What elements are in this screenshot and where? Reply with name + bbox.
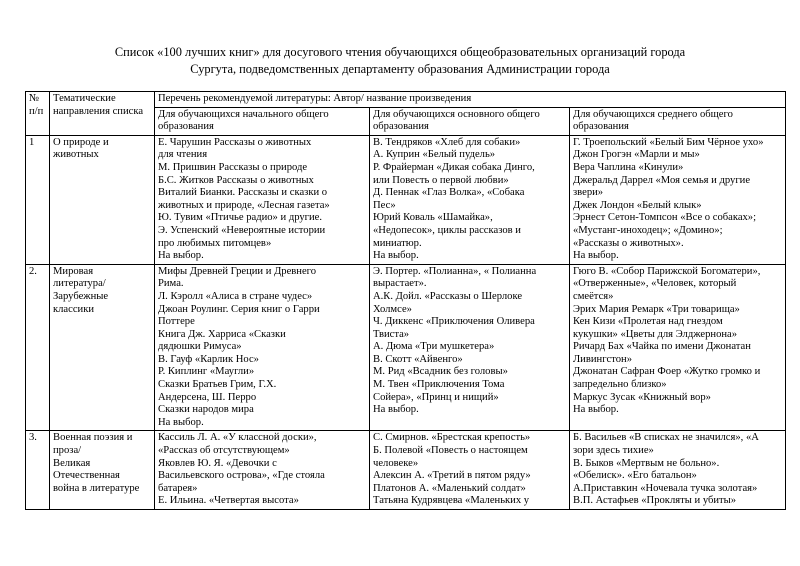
cell-line: Э. Успенский «Невероятные истории — [158, 224, 326, 236]
cell-line: Военная поэзия и — [53, 432, 133, 444]
cell-line: Л. Кэролл «Алиса в стране чудес» — [158, 290, 313, 302]
cell-line: На выбор. — [158, 250, 204, 262]
cell-line: Вера Чаплина «Кинули» — [573, 161, 684, 173]
row-primary-books — [155, 264, 370, 431]
row-basic-books — [370, 264, 570, 431]
cell-line: «Рассказы о животных». — [573, 237, 684, 249]
cell-line: Сказки народов мира — [158, 404, 254, 416]
cell-line: Джон Грогэн «Марли и мы» — [573, 149, 700, 161]
cell-line: В. Тендряков «Хлеб для собаки» — [373, 136, 521, 148]
cell-line: На выбор. — [158, 416, 204, 428]
cell-line: Е. Чарушин Рассказы о животных — [158, 136, 312, 148]
cell-line: батарея» — [158, 482, 198, 494]
row-middle-books — [570, 135, 786, 264]
cell-line: война в литературе — [53, 482, 140, 494]
row-number: 3. — [26, 431, 50, 510]
cell-line: «Отверженные», «Человек, который — [573, 278, 737, 290]
cell-line: Кассиль Л. А. «У классной доски», — [158, 432, 317, 444]
cell-line: смеётся» — [573, 290, 614, 302]
cell-line: Джек Лондон «Белый клык» — [573, 199, 702, 211]
cell-line: Джоан Роулинг. Серия книг о Гарри — [158, 303, 320, 315]
row-primary-books — [155, 431, 370, 510]
cell-line: Эрих Мария Ремарк «Три товарища» — [573, 303, 740, 315]
column-header-primary-line1: Для обучающихся начального — [158, 108, 294, 120]
cell-line: «Обелиск». «Его батальон» — [573, 470, 697, 482]
cell-line: про любимых питомцев» — [158, 237, 272, 249]
cell-line: В.П. Астафьев «Прокляты и убиты» — [573, 495, 737, 507]
column-header-basic-line1: Для обучающихся основного общего — [373, 108, 540, 120]
column-header-middle-line2: образования — [573, 121, 629, 133]
cell-line: Б. Васильев «В списках не значился», «А — [573, 432, 759, 444]
column-header-number-line1: № — [29, 93, 40, 104]
cell-line: человеке» — [373, 457, 419, 469]
cell-line: Гюго В. «Собор Парижской Богоматери», — [573, 265, 761, 277]
cell-line: литература/ — [53, 278, 106, 290]
column-header-number-line2: п/п — [29, 105, 44, 117]
cell-line: Отечественная — [53, 470, 120, 482]
cell-line: «Рассказ об отсутствующем» — [158, 445, 290, 457]
cell-line: Д. Пеннак «Глаз Волка», «Собака — [373, 187, 525, 199]
cell-line: классики — [53, 303, 95, 315]
cell-line: Ч. Диккенс «Приключения Оливера — [373, 316, 535, 328]
cell-line: вырастает». — [373, 278, 427, 290]
cell-line: А. Куприн «Белый пудель» — [373, 149, 496, 161]
cell-line: М. Рид «Всадник без головы» — [373, 366, 508, 378]
cell-line: Платонов А. «Маленький солдат» — [373, 482, 526, 494]
column-header-list-span: Перечень рекомендуемой литературы: Автор/ название произведения — [155, 92, 786, 108]
row-number: 2. — [26, 264, 50, 431]
cell-line: Сказки Братьев Грим, Г.Х. — [158, 379, 277, 391]
cell-line: Татьяна Кудрявцева «Маленьких у — [373, 495, 530, 507]
cell-line: животных и природе, «Лесная газета» — [158, 199, 330, 211]
title-line-2: Сургута, подведомственных департаменту образования Администрации города — [190, 62, 610, 76]
cell-line: дядюшки Римуса» — [158, 341, 242, 353]
cell-line: Е. Ильина. «Четвертая высота» — [158, 495, 299, 507]
cell-line: На выбор. — [373, 404, 419, 416]
cell-line: Мифы Древней Греции и Древнего — [158, 265, 317, 277]
cell-line: А.Приставкин «Ночевала тучка золотая» — [573, 482, 758, 494]
cell-line: звери» — [573, 187, 604, 199]
cell-line: Васильевского острова», «Где стояла — [158, 470, 325, 482]
cell-line: Книга Дж. Харриса «Сказки — [158, 328, 286, 340]
cell-line: Холмсе» — [373, 303, 412, 315]
table-header — [26, 92, 786, 136]
column-header-basic-education — [370, 107, 570, 135]
column-header-theme — [50, 92, 155, 136]
cell-line: На выбор. — [573, 404, 619, 416]
cell-line: запредельно близко» — [573, 379, 667, 391]
cell-line: А. Дюма «Три мушкетера» — [373, 341, 495, 353]
row-middle-books — [570, 431, 786, 510]
cell-line: В. Быков «Мертвым не больно». — [573, 457, 720, 469]
cell-line: проза/ — [53, 445, 82, 457]
cell-line: животных — [53, 149, 99, 161]
row-basic-books — [370, 135, 570, 264]
cell-line: Пес» — [373, 199, 396, 211]
cell-line: Алексин А. «Третий в пятом ряду» — [373, 470, 531, 482]
cell-line: Джеральд Даррел «Моя семья и другие — [573, 174, 751, 186]
cell-line: «Мустанг-иноходец»; «Домино»; — [573, 224, 723, 236]
column-header-primary-education — [155, 107, 370, 135]
cell-line: Твиста» — [373, 328, 410, 340]
column-header-basic-line2: образования — [373, 121, 429, 133]
cell-line: Рима. — [158, 278, 184, 290]
cell-line: Э. Портер. «Полианна», « Полианна — [373, 265, 537, 277]
row-number: 1 — [26, 135, 50, 264]
table-row — [26, 135, 786, 264]
cell-line: На выбор. — [373, 250, 419, 262]
table-row — [26, 264, 786, 431]
cell-line: Ричард Бах «Чайка по имени Джонатан — [573, 341, 751, 353]
table-body — [26, 135, 786, 509]
row-middle-books — [570, 264, 786, 431]
cell-line: Г. Троепольский «Белый Бим Чёрное ухо» — [573, 136, 764, 148]
row-primary-books — [155, 135, 370, 264]
cell-line: М. Твен «Приключения Тома — [373, 379, 505, 391]
column-header-middle-education — [570, 107, 786, 135]
cell-line: Поттере — [158, 316, 195, 328]
column-header-theme-line1: Тематические — [53, 93, 116, 104]
cell-line: зори здесь тихие» — [573, 445, 654, 457]
cell-line: Джонатан Сафран Фоер «Жутко громко и — [573, 366, 761, 378]
cell-line: кукушки» «Цветы для Элджернона» — [573, 328, 738, 340]
cell-line: Ливингстон» — [573, 353, 632, 365]
cell-line: Андерсена, Ш. Перро — [158, 391, 257, 403]
cell-line: Б.С. Житков Рассказы о животных — [158, 174, 314, 186]
cell-line: миниатюр. — [373, 237, 422, 249]
row-theme — [50, 135, 155, 264]
cell-line: О природе и — [53, 136, 109, 148]
cell-line: Великая — [53, 457, 91, 469]
cell-line: Кен Кизи «Пролетая над гнездом — [573, 316, 723, 328]
recommended-books-table — [25, 91, 786, 510]
cell-line: Р. Фрайерман «Дикая собака Динго, — [373, 161, 535, 173]
cell-line: Маркус Зусак «Книжный вор» — [573, 391, 711, 403]
page-title — [50, 0, 750, 78]
cell-line: Виталий Бианки. Рассказы и сказки о — [158, 187, 328, 199]
cell-line: На выбор. — [573, 250, 619, 262]
cell-line: «Недопесок», циклы рассказов и — [373, 224, 521, 236]
cell-line: Ю. Тувим «Птичье радио» и другие. — [158, 212, 323, 224]
cell-line: для чтения — [158, 149, 208, 161]
cell-line: В. Скотт «Айвенго» — [373, 353, 463, 365]
row-basic-books — [370, 431, 570, 510]
cell-line: Эрнест Сетон-Томпсон «Все о собаках»; — [573, 212, 757, 224]
cell-line: А.К. Дойл. «Рассказы о Шерлоке — [373, 290, 523, 302]
cell-line: В. Гауф «Карлик Нос» — [158, 353, 259, 365]
cell-line: Б. Полевой «Повесть о настоящем — [373, 445, 528, 457]
cell-line: Зарубежные — [53, 290, 109, 302]
column-header-primary-line2: общего образования — [158, 108, 329, 133]
cell-line: Юрий Коваль «Шамайка», — [373, 212, 493, 224]
cell-line: или Повесть о первой любви» — [373, 174, 509, 186]
cell-line: Р. Киплинг «Маугли» — [158, 366, 255, 378]
row-theme — [50, 431, 155, 510]
table-row — [26, 431, 786, 510]
column-header-number — [26, 92, 50, 136]
cell-line: С. Смирнов. «Брестская крепость» — [373, 432, 531, 444]
table-header-row-1 — [26, 92, 786, 108]
column-header-theme-line2: направления списка — [53, 105, 144, 117]
cell-line: Сойера», «Принц и нищий» — [373, 391, 499, 403]
cell-line: Яковлев Ю. Я. «Девочки с — [158, 457, 277, 469]
column-header-middle-line1: Для обучающихся среднего общего — [573, 108, 733, 120]
cell-line: Мировая — [53, 265, 94, 277]
title-line-1: Список «100 лучших книг» для досугового чтения обучающихся общеобразовательных организаций города — [114, 45, 686, 59]
cell-line: М. Пришвин Рассказы о природе — [158, 161, 308, 173]
row-theme — [50, 264, 155, 431]
